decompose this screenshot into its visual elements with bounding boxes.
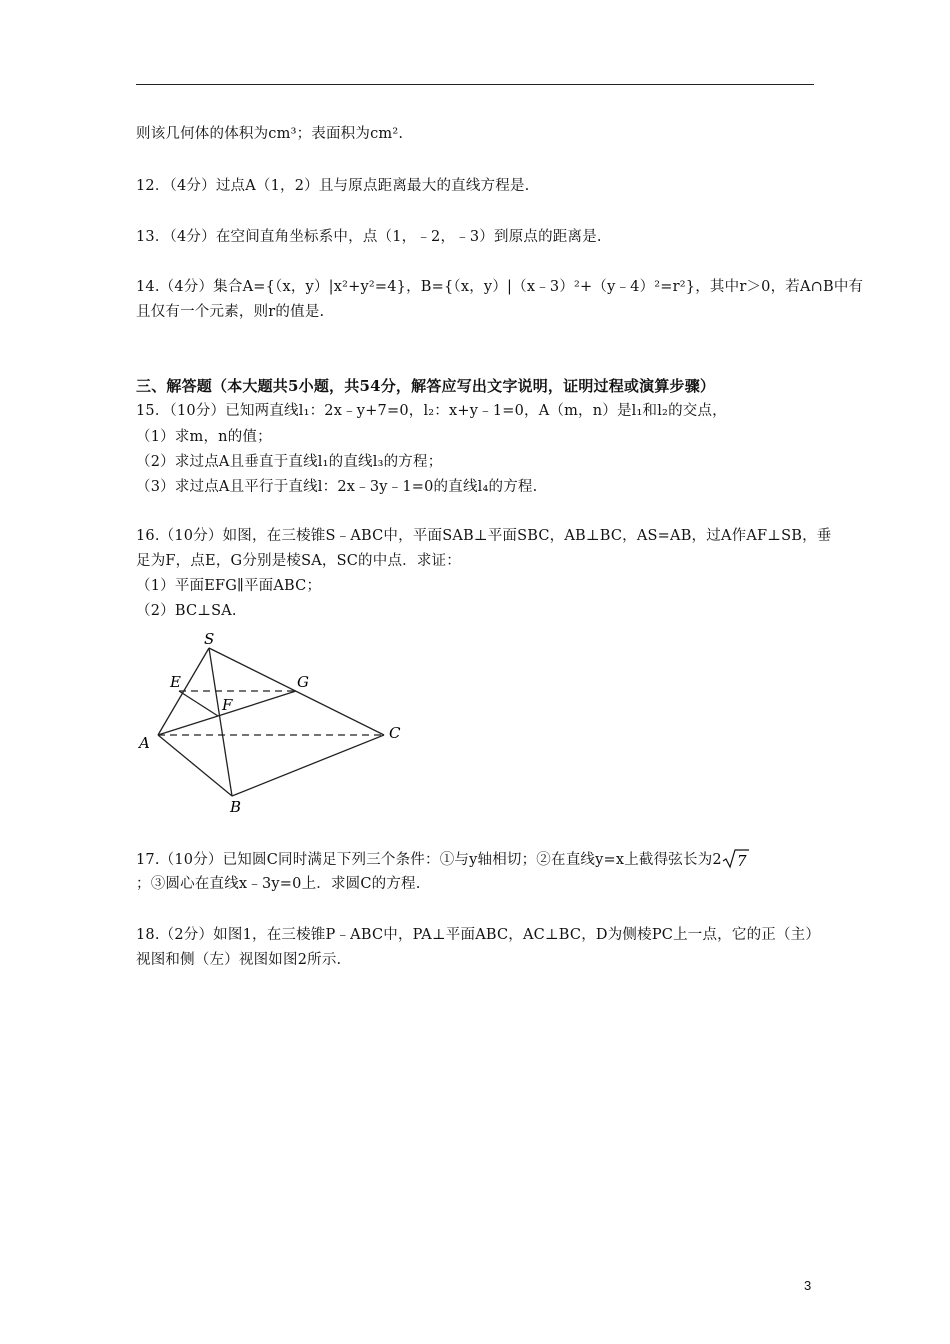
edge-sc [209, 648, 384, 735]
question-17-line2: ；③圆心在直线x﹣3y=0上．求圆C的方程. [136, 876, 421, 892]
label-c: C [389, 724, 401, 742]
question-14-line2: 且仅有一个元素，则r的值是. [136, 304, 325, 320]
radical-sign [722, 848, 750, 870]
label-s: S [204, 630, 215, 648]
question-14-line1: 14.（4分）集合A={（x，y）|x²+y²=4}，B={（x，y）|（x﹣3）²+（y﹣4）²=r²}，其中r＞0，若A∩B中有 [136, 279, 864, 295]
question-17-line1 [136, 848, 750, 870]
question-18-line1: 18.（2分）如图1，在三棱锥P﹣ABC中，PA⊥平面ABC，AC⊥BC，D为侧棱PC上一点，它的正（主） [136, 927, 821, 943]
label-e: E [170, 673, 181, 691]
question-16-part1: （1）平面EFG∥平面ABC； [136, 578, 322, 594]
question-16-line2: 足为F，点E，G分别是棱SA，SC的中点．求证： [136, 553, 461, 569]
section-3-heading: 三、解答题（本大题共5小题，共54分，解答应写出文字说明，证明过程或演算步骤） [136, 377, 716, 395]
edge-sb [209, 648, 232, 796]
edge-ab [158, 735, 232, 796]
question-15-part3: （3）求过点A且平行于直线l：2x﹣3y﹣1=0的直线l₄的方程. [136, 479, 538, 495]
question-12: 12．（4分）过点A（1，2）且与原点距离最大的直线方程是. [136, 178, 530, 194]
label-b: B [230, 798, 242, 816]
q11-tail: 则该几何体的体积为cm³；表面积为cm². [136, 126, 404, 142]
pyramid-figure [134, 628, 414, 820]
question-17-text: 17.（10分）已知圆C同时满足下列三个条件：①与y轴相切；②在直线y=x上截得弦长为2 [136, 852, 722, 868]
label-f: F [222, 696, 233, 714]
sqrt-symbol [722, 848, 750, 870]
question-13: 13．（4分）在空间直角坐标系中，点（1，﹣2，﹣3）到原点的距离是. [136, 229, 602, 245]
label-a: A [139, 734, 150, 752]
edge-bc [232, 735, 384, 796]
question-16-part2: （2）BC⊥SA. [136, 603, 237, 619]
header-rule [136, 84, 814, 85]
page-number: 3 [804, 1278, 812, 1293]
label-g: G [297, 673, 309, 691]
question-16-line1: 16.（10分）如图，在三棱锥S﹣ABC中，平面SAB⊥平面SBC，AB⊥BC，AS=AB，过A作AF⊥SB，垂 [136, 528, 832, 544]
question-15-stem: 15．（10分）已知两直线l₁：2x﹣y+7=0，l₂：x+y﹣1=0，A（m，n）是l₁和l₂的交点， [136, 403, 727, 419]
question-15-part2: （2）求过点A且垂直于直线l₁的直线l₃的方程； [136, 454, 443, 470]
question-15-part1: （1）求m，n的值； [136, 429, 272, 445]
question-18-line2: 视图和侧（左）视图如图2所示. [136, 952, 342, 968]
sqrt-value: 7 [736, 852, 747, 870]
segment-ef [179, 691, 218, 716]
